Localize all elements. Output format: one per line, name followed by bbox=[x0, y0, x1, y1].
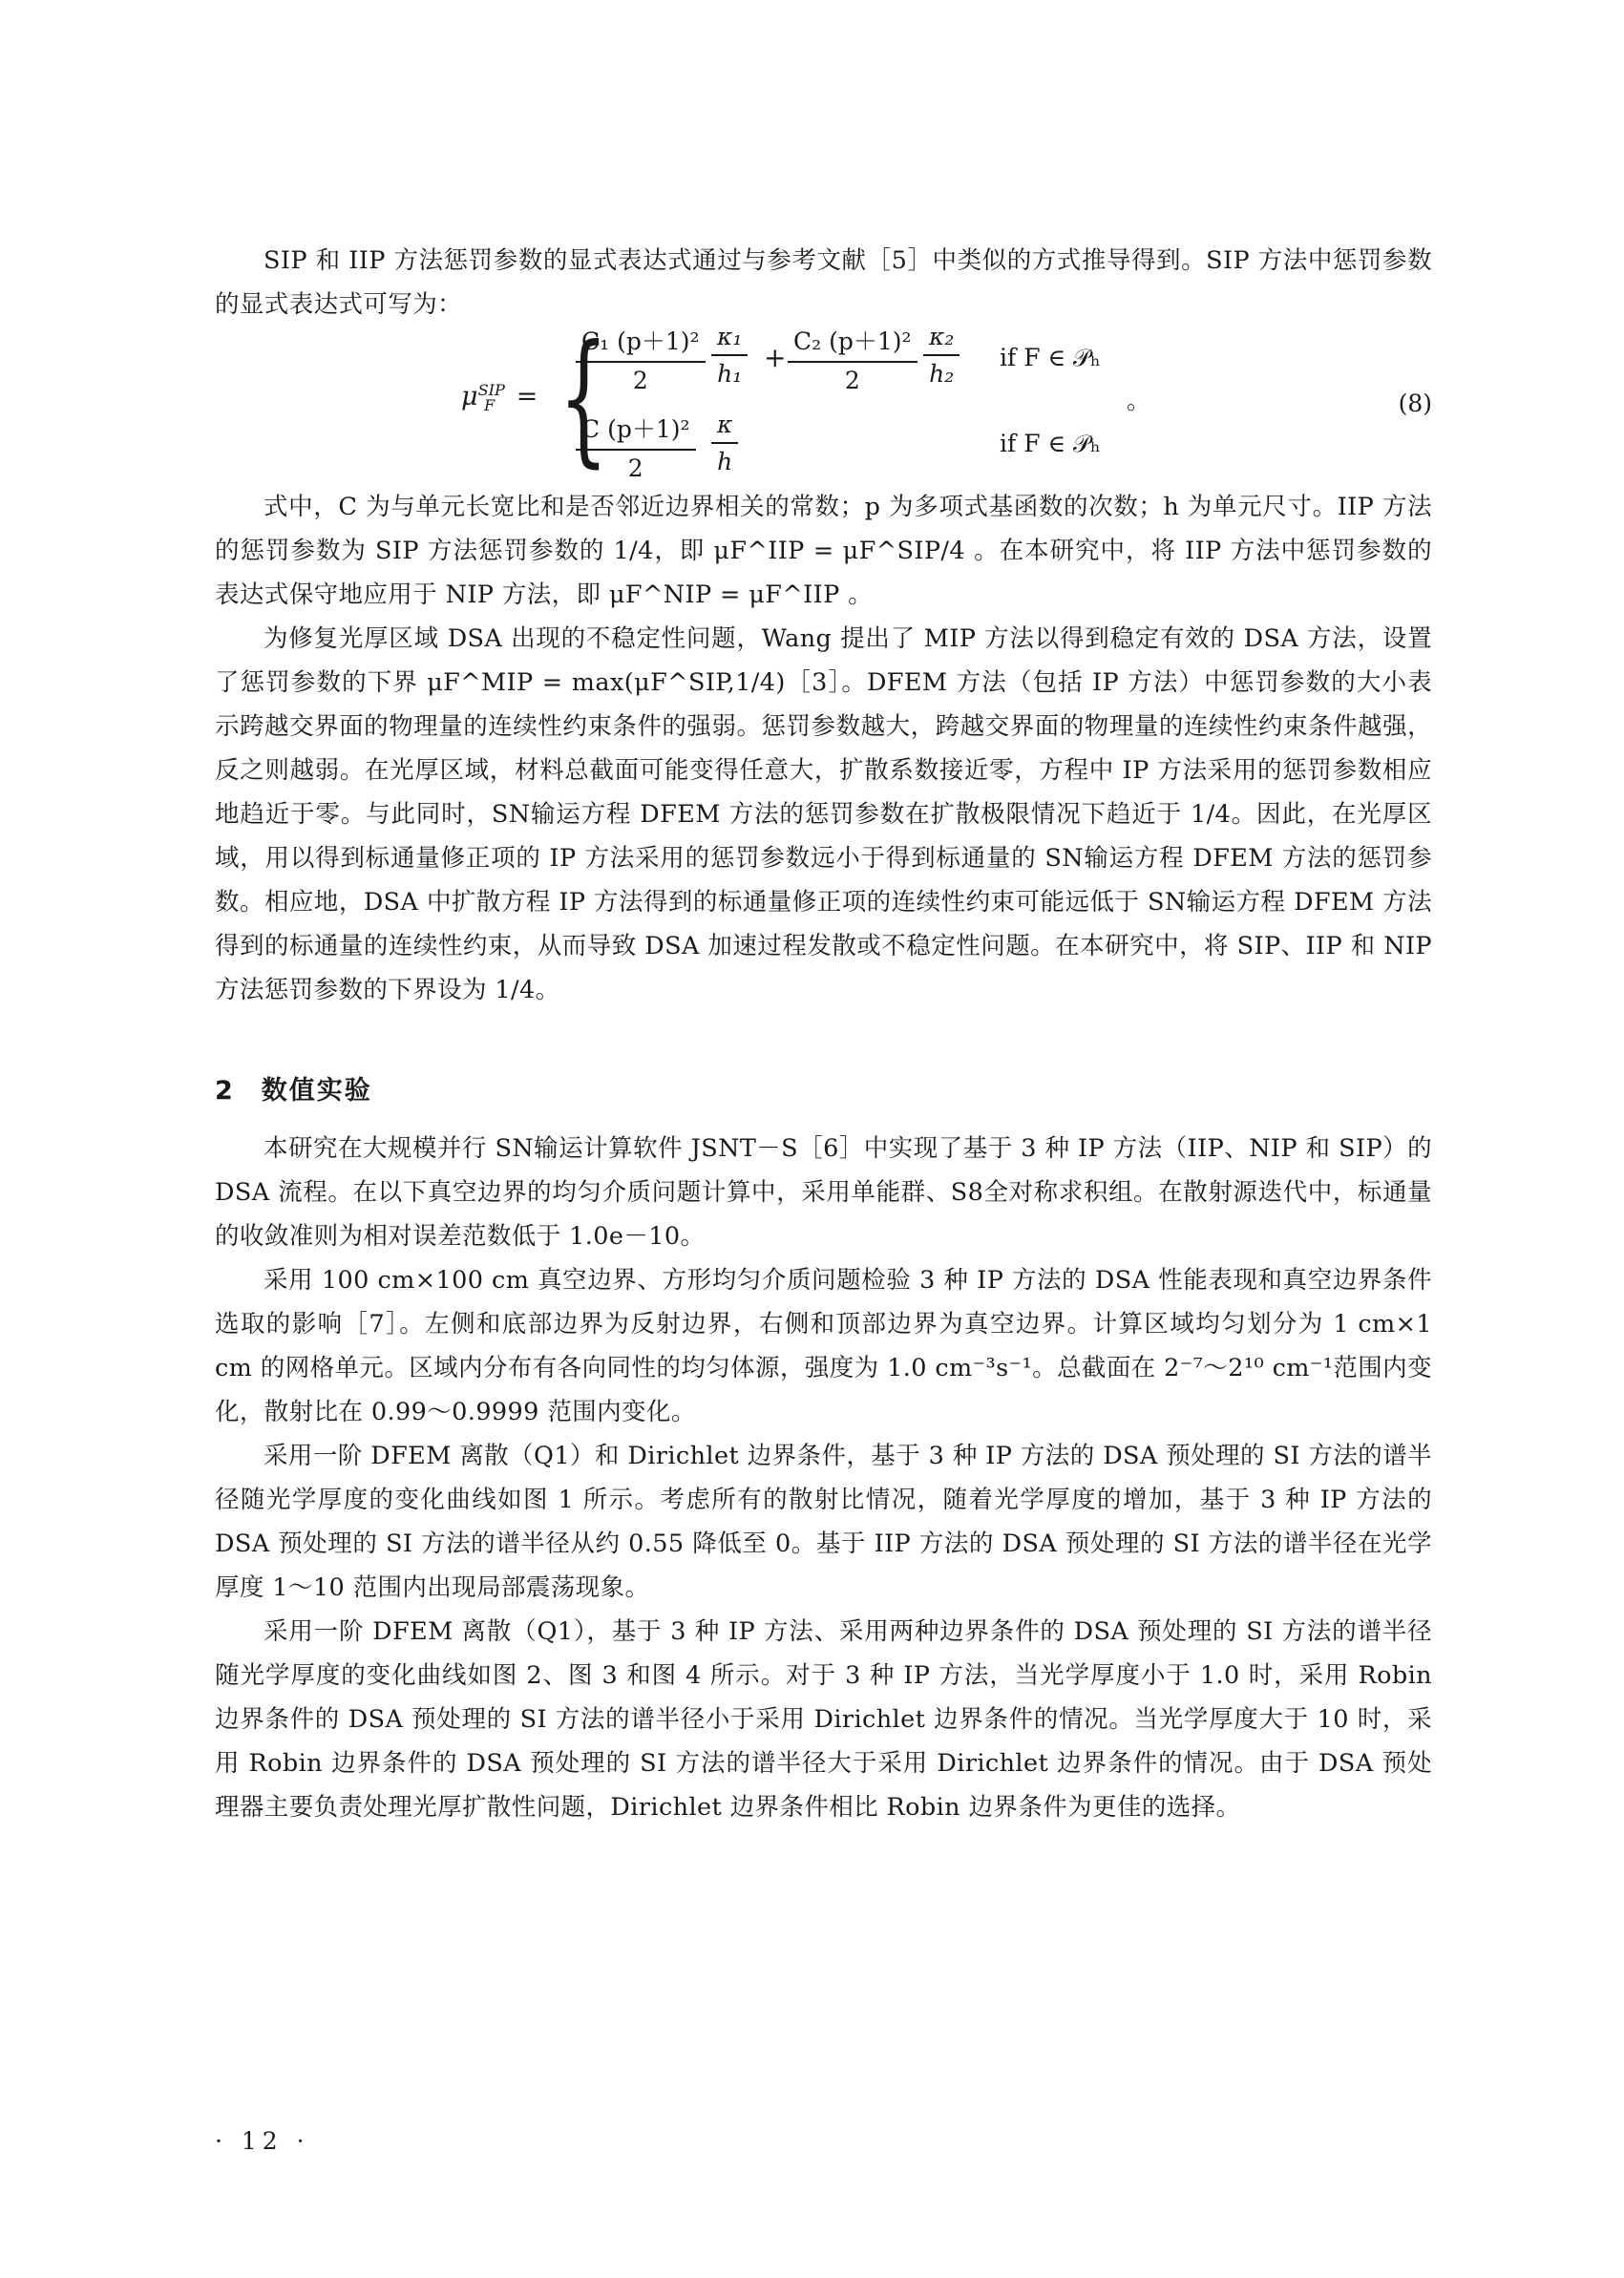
paragraph-6-block bbox=[215, 1434, 1432, 1610]
case2-condition: if F ∈ 𝒫ₕ bbox=[1000, 430, 1101, 457]
paragraph-2: 式中，C 为与单元长宽比和是否邻近边界相关的常数；p 为多项式基函数的次数；h 为单元尺寸。IIP 方法的惩罚参数为 SIP 方法惩罚参数的 1/4，即 μF^IIP = μF^SIP/4 。在本研究中，将 IIP 方法中惩罚参数的表达式保守地应用于 NIP 方法，即 μF^NIP = μF^IIP 。 bbox=[215, 493, 1432, 609]
equation-number: (8) bbox=[1398, 390, 1432, 417]
case1-term2-kappa-frac: $\frac{\text{κ₂}}{\text{h₂}}$ bbox=[923, 323, 960, 388]
paragraph-1: SIP 和 IIP 方法惩罚参数的显式表达式通过与参考文献［5］中类似的方式推导得到。SIP 方法中惩罚参数的显式表达式可写为： bbox=[215, 246, 1432, 319]
case2-frac: $\frac{\text{C (p＋1)²}}{2}$ bbox=[576, 411, 696, 482]
case1-condition: if F ∈ 𝒫ₕ bbox=[1000, 344, 1101, 371]
paragraph-5-block bbox=[215, 1258, 1432, 1434]
section-heading bbox=[215, 1069, 372, 1107]
case1-term2-frac: $\frac{\text{C₂ (p＋1)²}}{2}$ bbox=[788, 323, 917, 394]
paragraph-7-block bbox=[215, 1610, 1432, 1829]
equation-lhs bbox=[461, 381, 538, 415]
paragraph-intro bbox=[215, 239, 1432, 327]
case2-kappa-frac: $\frac{\kappa}{h}$ bbox=[711, 411, 738, 475]
equation-8 bbox=[215, 315, 1432, 485]
paragraph-7: 采用一阶 DFEM 离散（Q1），基于 3 种 IP 方法、采用两种边界条件的 DSA 预处理的 SI 方法的谱半径随光学厚度的变化曲线如图 2、图 3 和图 4 所示。对于 3 种 IP 方法，当光学厚度小于 1.0 时，采用 Robin 边界条件的 DSA 预处理的 SI 方法的谱半径小于采用 Dirichlet 边界条件的情况。当光学厚度大于 10 时，采用 Robin 边界条件的 DSA 预处理的 SI 方法的谱半径大于采用 Dirichlet 边界条件的情况。由于 DSA 预处理器主要负责处理光厚扩散性问题，Dirichlet 边界条件相比 Robin 边界条件为更佳的选择。 bbox=[215, 1617, 1432, 1822]
section-number: 2 bbox=[215, 1076, 235, 1106]
paragraph-4-block bbox=[215, 1127, 1432, 1258]
page-number: · 12 · bbox=[215, 2127, 310, 2155]
mu-subscript: F bbox=[483, 396, 496, 415]
equals-sign: = bbox=[516, 382, 538, 411]
paragraph-6: 采用一阶 DFEM 离散（Q1）和 Dirichlet 边界条件，基于 3 种 IP 方法的 DSA 预处理的 SI 方法的谱半径随光学厚度的变化曲线如图 1 所示。考虑所有的散射比情况，随着光学厚度的增加，基于 3 种 IP 方法的 DSA 预处理的 SI 方法的谱半径从约 0.55 降低至 0。基于 IIP 方法的 DSA 预处理的 SI 方法的谱半径在光学厚度 1～10 范围内出现局部震荡现象。 bbox=[215, 1442, 1432, 1602]
paragraph-2-block bbox=[215, 485, 1432, 617]
mu-superscript: SIP bbox=[477, 381, 505, 399]
paragraph-3-block bbox=[215, 617, 1432, 1012]
mu-symbol: μ bbox=[461, 382, 478, 411]
equation-terminator: 。 bbox=[1127, 387, 1151, 414]
paragraph-3: 为修复光厚区域 DSA 出现的不稳定性问题，Wang 提出了 MIP 方法以得到稳定有效的 DSA 方法，设置了惩罚参数的下界 μF^MIP = max(μF^SIP,1/4)［3］。DFEM 方法（包括 IP 方法）中惩罚参数的大小表示跨越交界面的物理量的连续性约束条件的强弱。惩罚参数越大，跨越交界面的物理量的连续性约束条件越强，反之则越弱。在光厚区域，材料总截面可能变得任意大，扩散系数接近零，方程中 IP 方法采用的惩罚参数相应地趋近于零。与此同时，SN输运方程 DFEM 方法的惩罚参数在扩散极限情况下趋近于 1/4。因此，在光厚区域，用以得到标通量修正项的 IP 方法采用的惩罚参数远小于得到标通量的 SN输运方程 DFEM 方法的惩罚参数。相应地，DSA 中扩散方程 IP 方法得到的标通量修正项的连续性约束可能远低于 SN输运方程 DFEM 方法得到的标通量的连续性约束，从而导致 DSA 加速过程发散或不稳定性问题。在本研究中，将 SIP、IIP 和 NIP 方法惩罚参数的下界设为 1/4。 bbox=[215, 624, 1432, 1004]
paragraph-4: 本研究在大规模并行 SN输运计算软件 JSNT－S［6］中实现了基于 3 种 IP 方法（IIP、NIP 和 SIP）的 DSA 流程。在以下真空边界的均匀介质问题计算中，采用单能群、S8全对称求积组。在散射源迭代中，标通量的收敛准则为相对误差范数低于 1.0e－10。 bbox=[215, 1134, 1432, 1251]
case1-term1-frac: $\frac{\text{C₁ (p＋1)²}}{2}$ bbox=[576, 323, 706, 394]
case1-term1-kappa-frac: $\frac{\text{κ₁}}{\text{h₁}}$ bbox=[711, 323, 748, 388]
left-brace: { bbox=[559, 315, 609, 481]
plus-sign: + bbox=[764, 342, 787, 373]
section-title: 数值实验 bbox=[261, 1076, 372, 1106]
paragraph-5: 采用 100 cm×100 cm 真空边界、方形均匀介质问题检验 3 种 IP 方法的 DSA 性能表现和真空边界条件选取的影响［7］。左侧和底部边界为反射边界，右侧和顶部边界为真空边界。计算区域均匀划分为 1 cm×1 cm 的网格单元。区域内分布有各向同性的均匀体源，强度为 1.0 cm⁻³s⁻¹。总截面在 2⁻⁷～2¹⁰ cm⁻¹范围内变化，散射比在 0.99～0.9999 范围内变化。 bbox=[215, 1266, 1432, 1426]
